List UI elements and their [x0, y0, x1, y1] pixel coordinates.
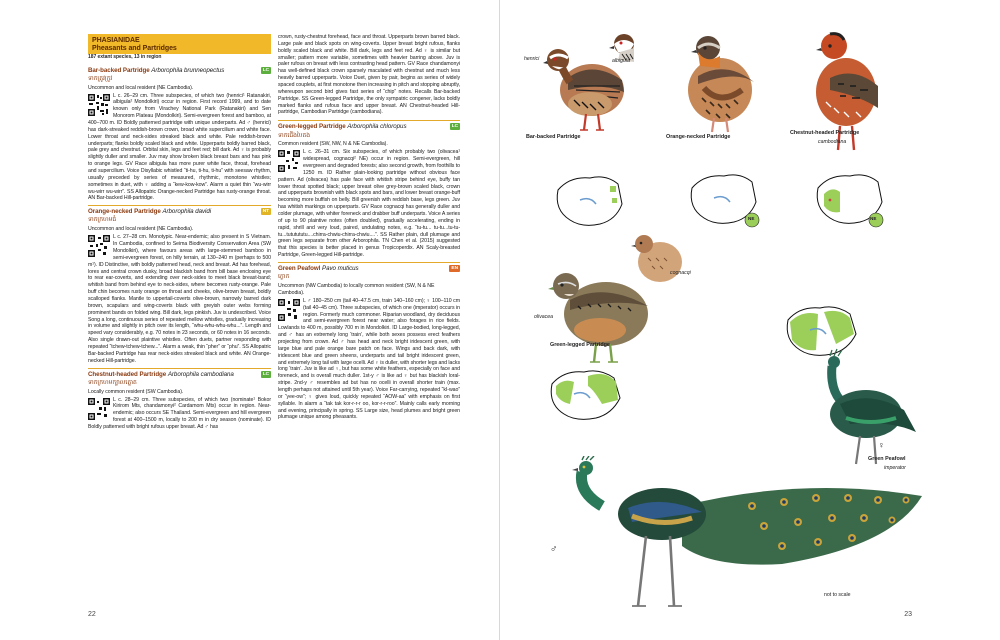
label-green-legged-partridge: Green-legged Partridge [550, 342, 610, 348]
green-legged-partridge-olivacea-illustration [544, 258, 664, 368]
species-name: Green Peafowl [278, 265, 321, 273]
label-albigula: albigula [612, 58, 630, 64]
green-peafowl-male-illustration [552, 456, 932, 612]
khmer-name: ទាកត្រូវក្រូវ [88, 75, 113, 82]
species-header [278, 262, 460, 273]
species-latin: Arborophila chloropus [347, 123, 407, 131]
orange-necked-partridge-illustration [676, 26, 766, 136]
species-name: Bar-backed Partridge [88, 66, 150, 74]
range-map-chestnut-headed [810, 168, 890, 232]
species-latin: Arborophila brunneopectus [151, 66, 225, 74]
status-badge: LC [262, 67, 269, 73]
page-number-left: 22 [88, 611, 96, 618]
male-symbol: ♂ [550, 544, 558, 555]
label-chestnut-headed-partridge: Chestnut-headed Partridge [790, 130, 860, 136]
page-number-right: 23 [904, 611, 912, 618]
label-orange-necked-partridge: Orange-necked Partridge [666, 134, 731, 140]
khmer-name: ក្ងោក [278, 274, 290, 281]
label-olivacea: olivacea [534, 314, 554, 320]
species-account [88, 205, 271, 364]
species-name: Green-legged Partridge [278, 123, 346, 131]
species-text: L c. 28–29 cm. Three subspecies, of which two (nominate¹ Bokor Kirirom Mts, chandamonyi² Cardamom Mts) occur in region. Near-endemic; also occurs SE Thailand. Semi-evergreen and hill evergreen forest at 400–1500 m, locally to 200 m in dry season (nominate). ID Boldly patterned with bright rufous upper breast. Ad ♂ has [88, 396, 271, 430]
species-text: L c. 26–31 cm. Six subspecies, of which probably two (olivacea¹ widespread, cognacqi² NE) occur in region. Semi-evergreen, hill evergreen and degraded forests; also second growth, from foothills to 1250 m. ID Rather plain-looking partridge without obvious face pattern. Ad (olivacea) has pale face with whitish stripe behind eye, buffy tan lower throat spotted black; upper breast olive grey-brown scaled black, crown and upperparts brownish with black spots and bars, and lower breast orange-buff becoming more buffish on belly. Bill greenish with reddish base, legs green. Juv has whitish markings on upperparts. GV Race cognacqi has generally duller and colder plumage, with whiter foreneck and drabber buff underparts. Voice A series of up to 90 plaintive notes (often doubled), gradually accelerating, ending in rapid, shrill and very loud, paired, undulating notes, e.g. “tu-tu... tu-tu...tu-tu-tu...tututututu....chirra-chwiu-chirra-chwiu....”. SS Rather plain, dull plumage and green legs separate from other Arborophila. TN Chen et al. (2015) suggested that this species is better placed in genus Tropicoperdix. AN Scaly-breasted Partridge, Green-legged Hill-partridge. [278, 149, 460, 259]
species-text: L c. 27–28 cm. Monotypic. Near-endemic; also present in S Vietnam. In Cambodia, confined to Seima Biodiversity Conservation Area (SW Mondolkiri), where favours areas with large-stemmed bamboo in semi-evergreen forest, on hilly terrain, at 130–240 m (perhaps to 500 m¹). ID Distinctive, with boldly patterned head, neck and breast. Ad has forehead, lores and central crown dusky, broad blackish band from bill base enclosing eye to rear ear-coverts, and extending over neck-sides to meet black breast-band; whitish band from behind eye to neck-sides, where becomes rusty-orange. Pale buff chin becomes rusty orange on throat and cheeks, olive-brown breast, boldly scalloped flanks. Mantle to uppertail-coverts olive-brown, narrowly barred dark brown, scapulars and wing-coverts black with greyish outer webs forming prominent bands on folded wing. Bill dark, legs pinkish. Juv is undescribed. Voice Song a long, continuous series of repeated mellow whistles, gradually increasing in volume and slightly in pitch over its length, “whu-whu-whu-whu...”. Length and speed vary considerably, e.g. 70 notes in 23 seconds, or 60 notes in 16 seconds. Also single drawn-out plaintive whistles. Often duets, partner responding with repeated “tchew-tchew-tchew...”. Alarm a weak, thin “pher” or “phu”. SS Allopatric Bar-backed Partridge has rear neck-sides streaked black and white. AN Orange-necked Hill-partridge. [88, 234, 271, 364]
status-badge: LC [262, 371, 269, 377]
family-header-box [88, 34, 271, 54]
species-account [278, 262, 460, 421]
label-imperator: imperator [884, 465, 906, 471]
text-column-2 [278, 34, 460, 421]
range-map-bar-backed [550, 170, 630, 230]
species-latin: Arborophila cambodiana [167, 370, 234, 378]
label-henrici: henrici [524, 56, 540, 62]
khmer-name: ទាកជើងបៃតង [278, 132, 311, 139]
family-name: PHASIANIDAE [92, 37, 140, 44]
status-badge: LC [451, 124, 458, 130]
khmer-name: ទាកក្រហមក្បាលត្នោត [88, 379, 137, 386]
green-peafowl-female-illustration [810, 348, 920, 468]
species-header [278, 120, 460, 131]
species-text: L c. 26–29 cm. Three subspecies, of which two (henrici¹ Ratanakiri, albigula² Mondolkiri) occur in region. First record 1999, and to date known only from Virachey National Park (Ratanakiri) and Sen Monorom Plateau (Mondolkiri). Semi-evergreen forest and bamboo, at 400–700 m. ID Boldly patterned partridge with unique underparts. Ad ♂ (henrici) has dark-streaked reddish-brown crown, broad white supercilium and white face. Lower throat and neck-sides streaked black and white. Pale reddish-brown underparts; flanks boldly scaled black and white. Upperparts boldly barred black, pale grey and chestnut. Orbital skin, legs and feet red; bill dark. Ad ♀ is probably slightly duller and smaller. Juv may show broken black breast bars and has pink to orange legs. GV Race albigula has more purer white face, throat, forehead and supercilium. Voice Disyllabic whistled “ti-hu, ti-hu, ti-hu” with seesaw rhythm, usually preceded by series of measured, rhythmic, monotone whistles; sometimes in duet, with ♀ adding a “kew-kow-kow”. Alarm a quiet thin “wu-wirr wu-wirr wu-wirr”. SS Allopatric Orange-necked Partridge has rusty-orange throat. AN Bar-backed Hill-partridge. [88, 92, 271, 202]
chestnut-headed-partridge-illustration [800, 26, 890, 156]
qr-code-icon[interactable] [88, 398, 110, 420]
qr-code-icon[interactable] [88, 235, 110, 257]
continued-text: crown, rusty-chestnut forehead, face and throat. Upperparts brown barred black. Large pale and black spots on wing-coverts. Upper breast bright rufous, flanks boldly scaled black and white. Bill dark, legs and feet red. Ad ♀ is similar but smaller; pattern more variable, sometimes with heavier barring above. Juv is paler rufous on breast with less contrasting head pattern. GV Race chandamonyi has well-defined black crown sparsely maculated with chestnut and much less heavily barred upperparts. Voice Duet, given by pair, begins as series of widely spaced couplets, at first monotone then increasing in pitch and stopping abruptly, whereupon second bird gives fast series of “chip” notes. Recalls Bar-backed Partridge. SS Green-legged Partridge, the only sympatric congener, lacks boldly marked flanks and rufous face and upper breast. AN Chestnut-headed Hill-partridge, Cambodian Partridge (cambodiana). [278, 34, 460, 116]
label-cognacqi: cognacqi [670, 270, 691, 276]
species-status: Uncommon and local resident (NE Cambodia). [88, 226, 194, 233]
range-map-green-peafowl [544, 364, 630, 428]
map-label-ne-2: NE [870, 216, 877, 221]
species-header [88, 205, 271, 216]
species-latin: Pavo muticus [322, 265, 359, 273]
label-cambodiana: cambodiana [818, 139, 847, 145]
species-account [88, 368, 271, 431]
status-badge: EN [451, 266, 458, 272]
status-badge: NT [262, 209, 269, 215]
family-common-name: Pheasants and Partridges [92, 44, 177, 52]
right-page [500, 0, 1000, 640]
qr-code-icon[interactable] [278, 299, 300, 321]
map-label-ne-1: NE [748, 216, 755, 221]
qr-code-icon[interactable] [278, 150, 300, 172]
text-column-1 [88, 34, 271, 431]
species-latin: Arborophila davidi [162, 208, 212, 216]
species-header [88, 65, 271, 75]
species-status: Common resident (SW, NW, N & NE Cambodia). [278, 141, 388, 148]
qr-code-icon[interactable] [88, 94, 110, 116]
species-text: L ♂ 180–250 cm (tail 40–47.5 cm, train 140–160 cm); ♀ 100–110 cm (tail 40–45 cm). Three subspecies, of which one (imperator) occurs in region. Formerly much commoner. Riparian woodland, dry deciduous and semi-evergreen forest near water; also forages in rice fields. Lowlands to 400 m, possibly 700 m in Mondolkiri. ID Large-bodied, long-legged, and ♂ has an extremely long ‘train’, while both sexes possess erect feathers projecting from crown. Ad ♂ has head and neck bright iridescent green, with large blue and pale orange bare patch on face. Wings and back dark, with iridescent blue and green sheens, underparts and tail bright iridescent green, and extremely long tail with large ocelli. Ad ♀ is duller, with shorter legs and lacks long ‘train’. Juv is like ad ♀, but has some white feathers, especially on face and foreneck, and is overall much duller. 1st-y ♂ is like ad ♀ but has blackish loral-stripe. 2nd-y ♂ resembles ad but has no ocelli in overall shorter train (max. length perhaps not attained until 5th year). Voice Far-carrying, repeated “kI-wao” or “yee-ow”; ♀ gives loud, quickly repeated “AOW-aa” with emphasis on first syllable. In alarm a “tak tak kor-r-r-r oo, kor-r-r-roo”. Mainly calls early morning and evening, principally in spring. SS Large size, head plumes and bright green plumage unique among pheasants. [278, 297, 460, 421]
family-species-count: 187 extant species, 13 in region [88, 54, 162, 60]
label-green-peafowl: Green Peafowl [868, 456, 906, 462]
species-name: Orange-necked Partridge [88, 208, 161, 216]
female-symbol: ♀ [878, 440, 885, 450]
species-status: Locally common resident (SW Cambodia). [88, 388, 184, 395]
label-bar-backed-partridge: Bar-backed Partridge [526, 134, 581, 140]
range-map-orange-necked [684, 168, 764, 232]
species-header [88, 368, 271, 379]
not-to-scale-note: not to scale [824, 592, 851, 598]
khmer-name: ទាកក្រហមធំ [88, 217, 117, 224]
species-account [278, 120, 460, 259]
species-account [88, 65, 271, 203]
species-status: Uncommon (NW Cambodia) to locally common resident (SW, N & NE Cambodia). [278, 283, 435, 296]
species-status: Uncommon and local resident (NE Cambodia). [88, 84, 194, 91]
species-name: Chestnut-headed Partridge [88, 370, 167, 378]
